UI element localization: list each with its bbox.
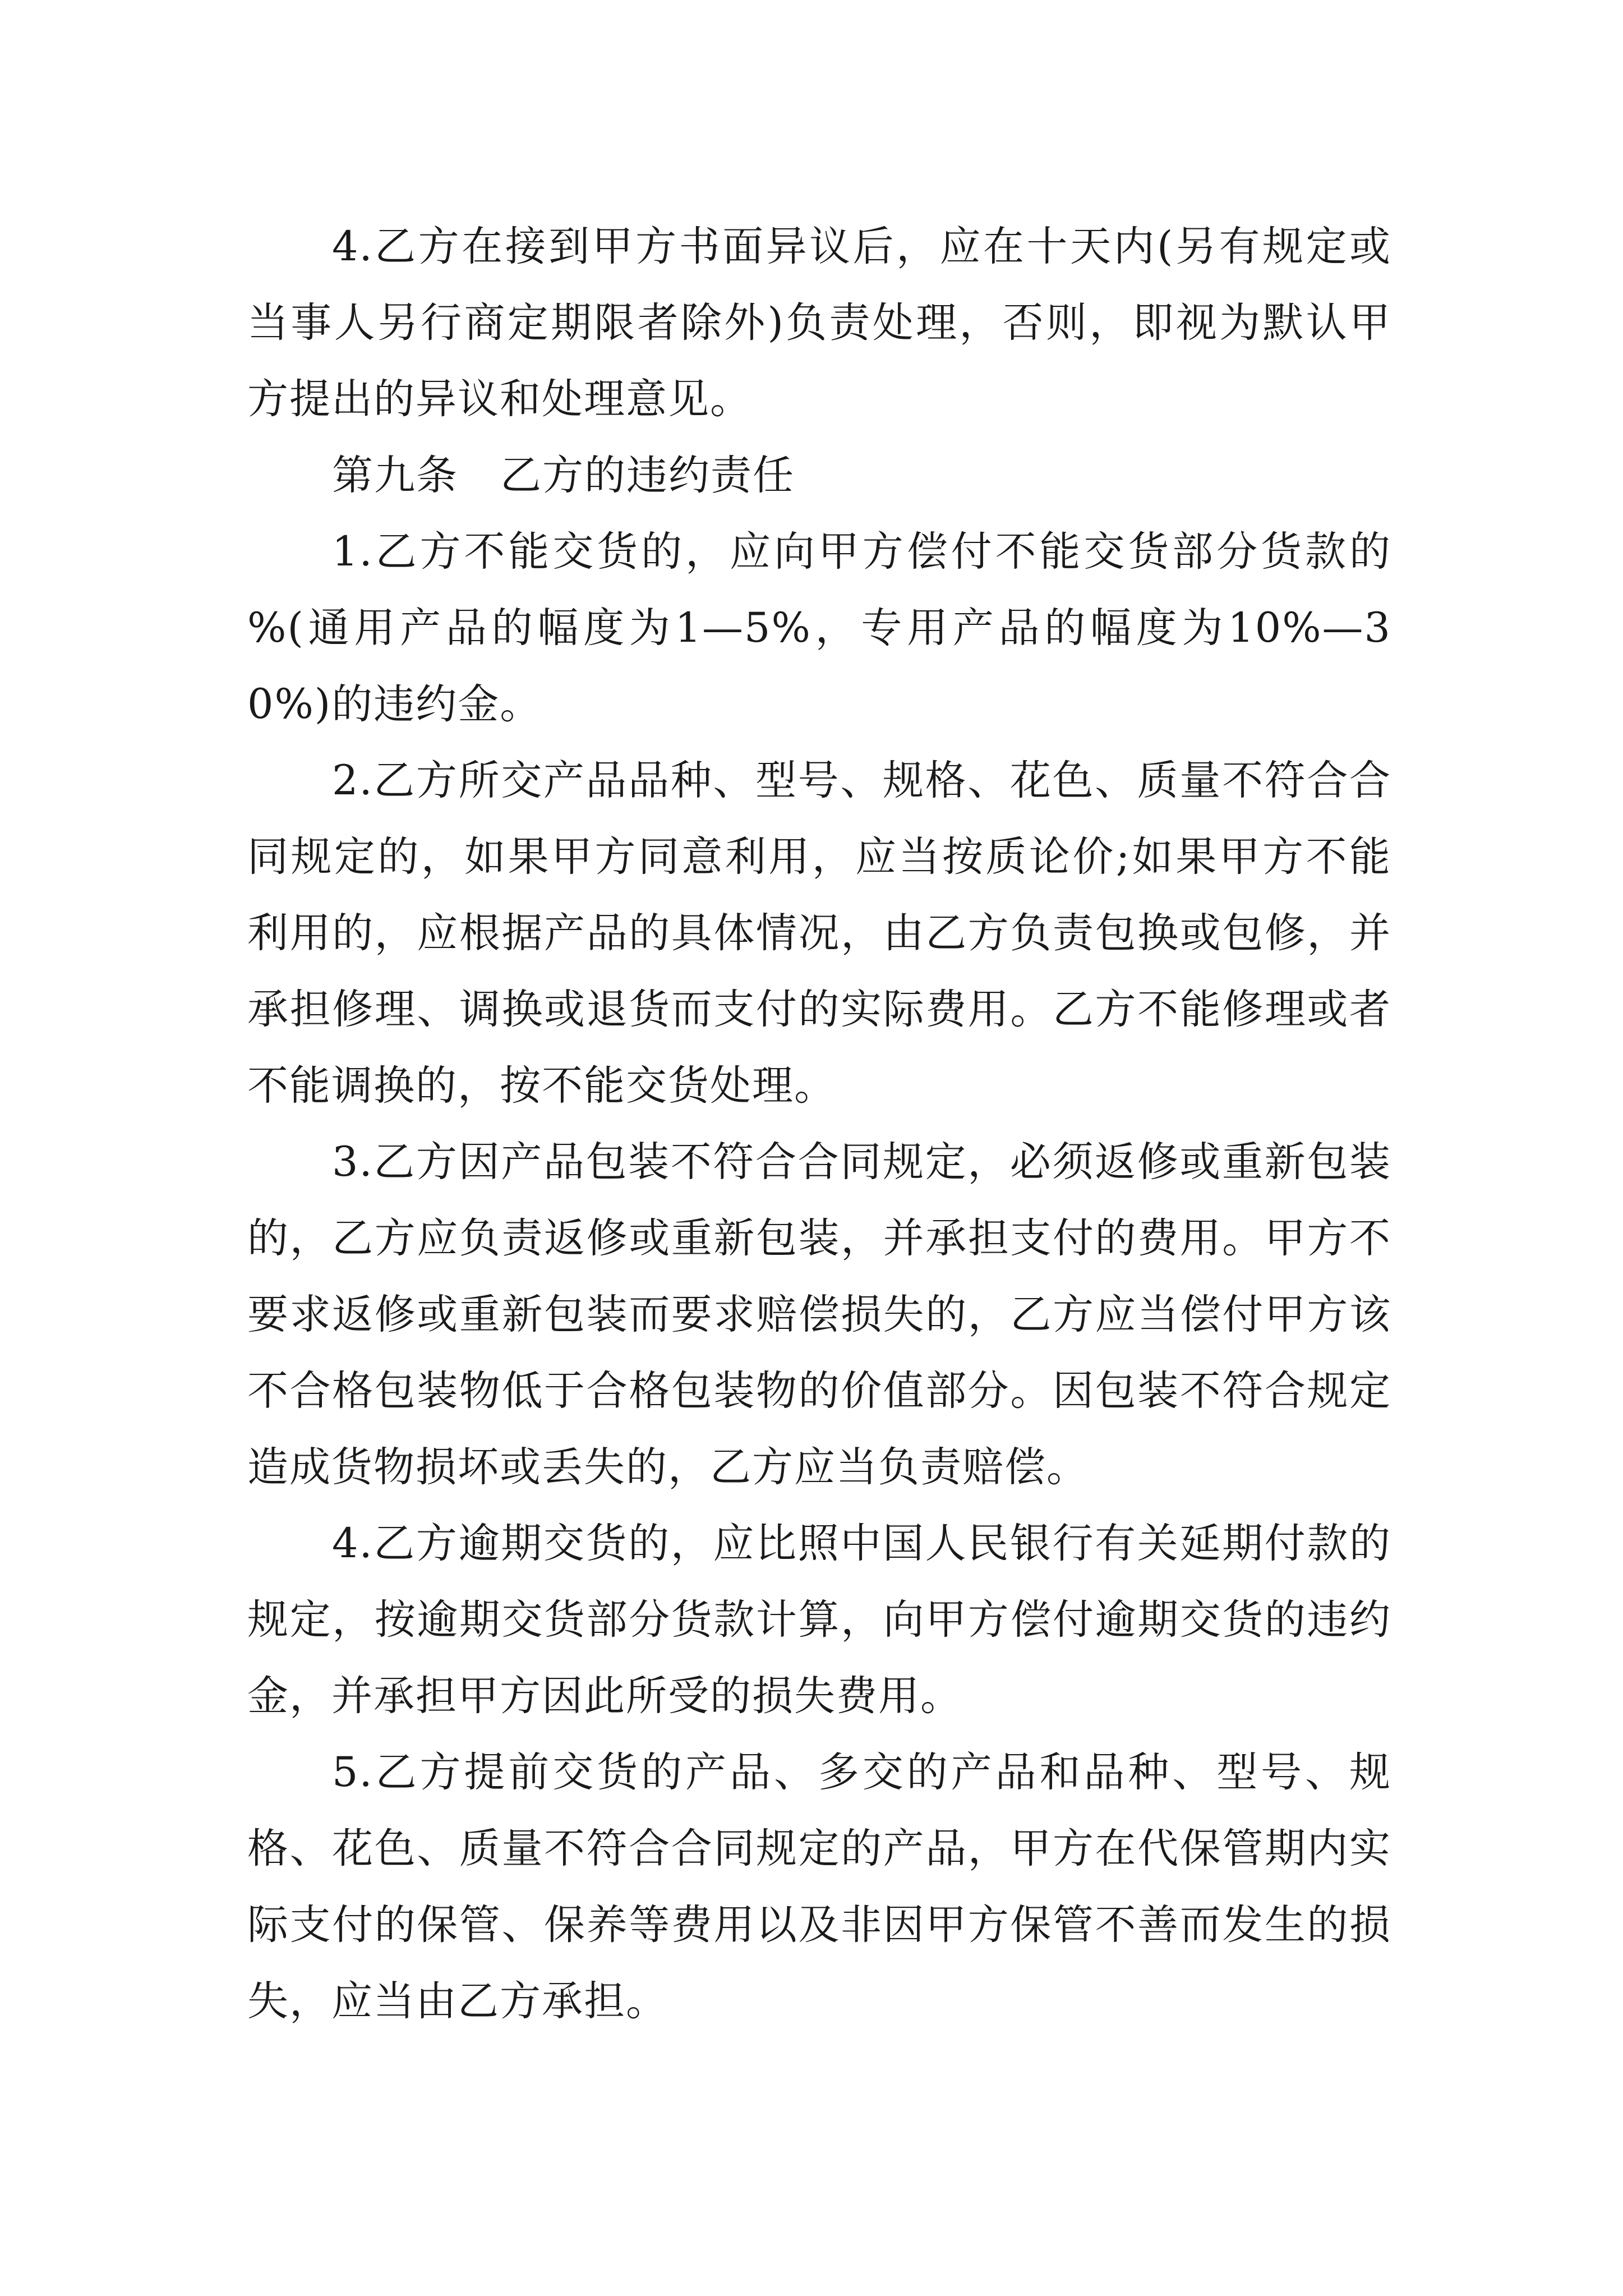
paragraph-objection-handling: 4.乙方在接到甲方书面异议后，应在十天内(另有规定或当事人另行商定期限者除外)负责处理，否则，即视为默认甲方提出的异议和处理意见。: [247, 223, 1391, 423]
paragraph-breach-3: 3.乙方因产品包装不符合合同规定，必须返修或重新包装的，乙方应负责返修或重新包装，并承担支付的费用。甲方不要求返修或重新包装而要求赔偿损失的，乙方应当偿付甲方该不合格包装物低于合格包装物的价值部分。因包装不符合规定造成货物损坏或丢失的，乙方应当负责赔偿。: [247, 1138, 1391, 1491]
paragraph-breach-4: 4.乙方逾期交货的，应比照中国人民银行有关延期付款的规定，按逾期交货部分货款计算，向甲方偿付逾期交货的违约金，并承担甲方因此所受的损失费用。: [247, 1520, 1391, 1720]
document-body: [247, 209, 1391, 2040]
paragraph-breach-5: 5.乙方提前交货的产品、多交的产品和品种、型号、规格、花色、质量不符合合同规定的产品，甲方在代保管期内实际支付的保管、保养等费用以及非因甲方保管不善而发生的损失，应当由乙方承担。: [247, 1749, 1391, 2025]
paragraph-breach-1: 1.乙方不能交货的，应向甲方偿付不能交货部分货款的 %(通用产品的幅度为1—5%，专用产品的幅度为10%—30%)的违约金。: [247, 528, 1391, 728]
paragraph-breach-2: 2.乙方所交产品品种、型号、规格、花色、质量不符合合同规定的，如果甲方同意利用，应当按质论价;如果甲方不能利用的，应根据产品的具体情况，由乙方负责包换或包修，并承担修理、调换或退货而支付的实际费用。乙方不能修理或者不能调换的，按不能交货处理。: [247, 757, 1391, 1110]
article-nine-heading: 第九条 乙方的违约责任: [332, 452, 795, 499]
